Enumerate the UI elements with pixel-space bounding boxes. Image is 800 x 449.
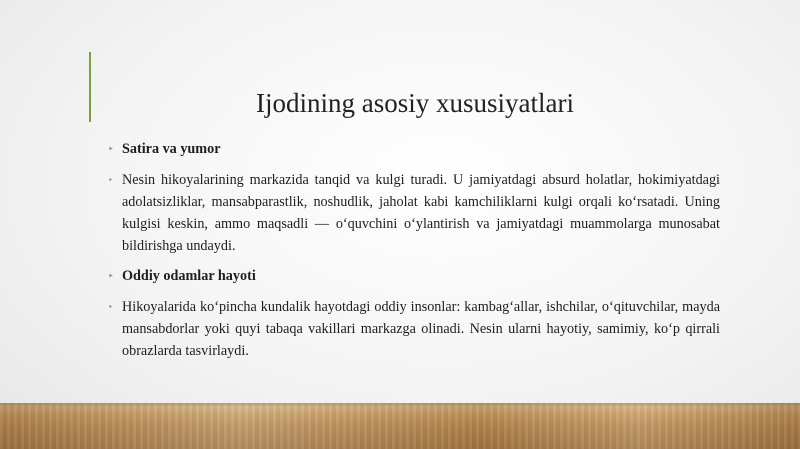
bullet-text: Hikoyalarida koʻpincha kundalik hayotdagi oddiy insonlar: kambagʻallar, ishchilar, oʻqituvchilar, mayda mansabdorlar yoki quyi tabaqa vakillari markazga olinadi. Nesin ularni hayotiy, samimiy, koʻp qirrali obrazlarda tasvirlaydi. [122, 299, 720, 359]
slide-title: Ijodining asosiy xususiyatlari [256, 88, 574, 118]
bullet-icon: ‣ [108, 302, 114, 312]
bullet-icon: ‣ [108, 144, 114, 154]
bullet-icon: ‣ [108, 271, 114, 281]
wood-grain [0, 403, 800, 449]
bullet-icon: ‣ [108, 175, 114, 185]
wood-floor-decoration [0, 403, 800, 449]
bullet-text: Nesin hikoyalarining markazida tanqid va kulgi turadi. U jamiyatdagi absurd holatlar, hokimiyatdagi adolatsizliklar, mansabparastlik, noshudlik, jaholat kabi kamchiliklarni kulgi orqali koʻrsatadi. Uning kulgisi keskin, ammo maqsadli — oʻquvchini oʻylantirish va jamiyatdagi muammolarga munosabat bildirishga undaydi. [122, 172, 720, 254]
bullet-text: Satira va yumor [122, 141, 221, 157]
floor-edge-shadow [0, 403, 800, 407]
bullet-heading-oddiy [108, 265, 720, 287]
bullet-paragraph-oddiy [108, 296, 720, 362]
title-accent-bar [89, 52, 91, 122]
bullet-heading-satira [108, 138, 720, 160]
bullet-paragraph-satira [108, 169, 720, 257]
bullet-text: Oddiy odamlar hayoti [122, 268, 256, 284]
slide-content [108, 138, 720, 370]
